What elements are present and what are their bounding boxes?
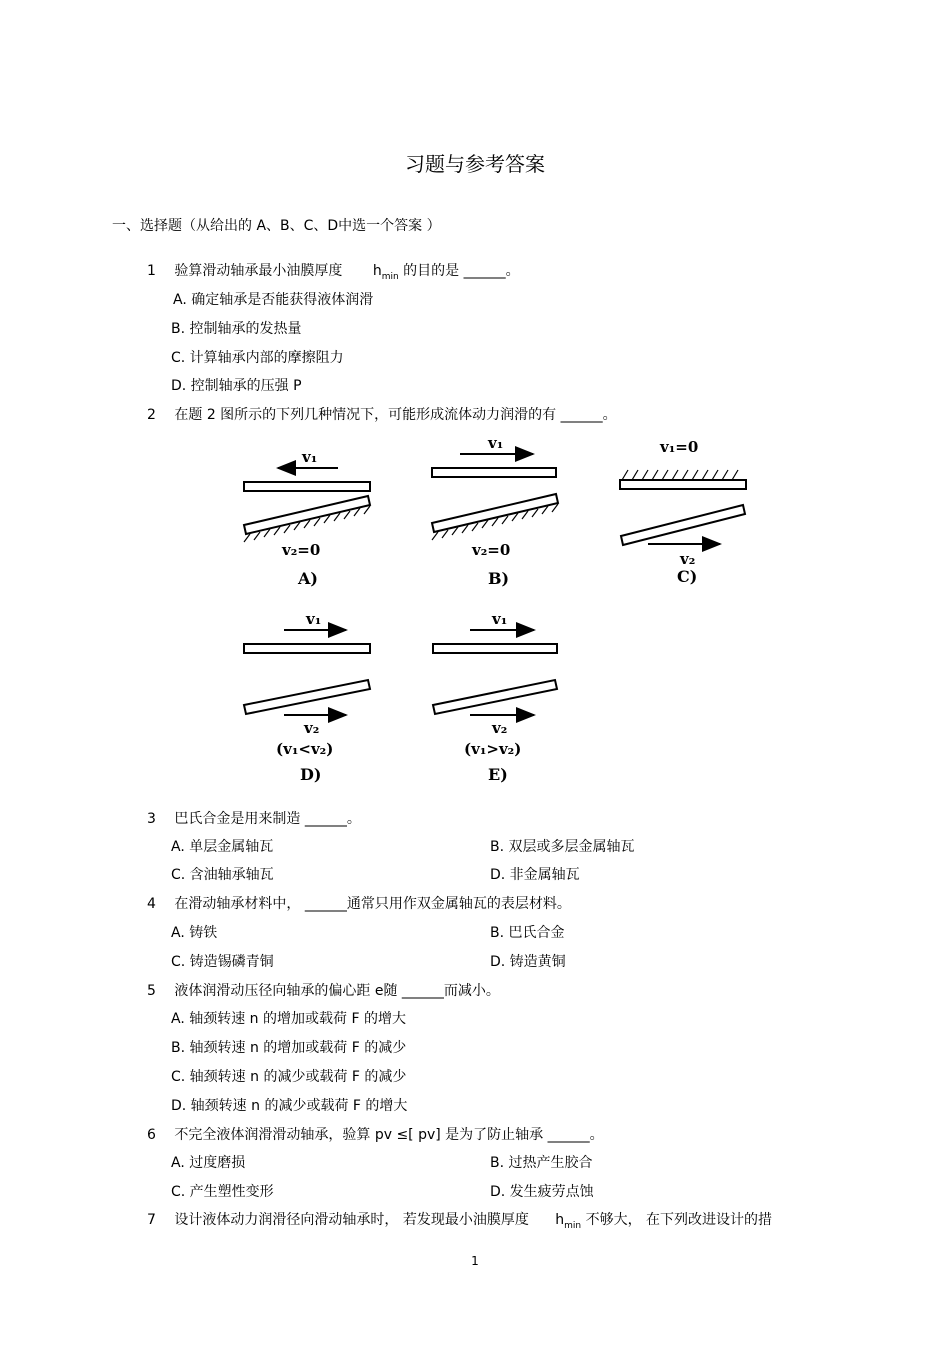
- variable-sub: min: [564, 1220, 582, 1231]
- fig-a-caption: A): [298, 569, 318, 588]
- q3-option-d: D. 非金属轴瓦: [490, 867, 580, 883]
- question-7: [147, 1213, 772, 1231]
- q1-option-b: B. 控制轴承的发热量: [171, 321, 302, 337]
- question-1: [147, 264, 520, 282]
- q5-option-b: B. 轴颈转速 n 的增加或载荷 F 的减少: [171, 1040, 407, 1056]
- fig-c-bottom-plate: [621, 505, 745, 545]
- figure-c: [620, 438, 746, 586]
- figure-e: [433, 610, 557, 784]
- q3-option-b: B. 双层或多层金属轴瓦: [490, 839, 635, 855]
- fig-a-top-label: v₁: [302, 448, 318, 466]
- variable-sub: min: [381, 271, 399, 282]
- q3-option-a: A. 单层金属轴瓦: [171, 839, 274, 855]
- question-text: 不完全液体润滑滑动轴承，验算 pv ≤[ pv] 是为了防止轴承 ______。: [174, 1127, 604, 1143]
- q1-option-a: A. 确定轴承是否能获得液体润滑: [173, 292, 374, 308]
- fig-d-top-label: v₁: [306, 610, 322, 628]
- question-number: 1: [147, 263, 156, 279]
- q6-option-d: D. 发生疲劳点蚀: [490, 1184, 594, 1200]
- question-text-tail: 的目的是 ______。: [403, 263, 520, 279]
- question-2: [147, 408, 617, 422]
- question-text-tail: 不够大， 在下列改进设计的措: [585, 1212, 773, 1228]
- question-number: 2: [147, 407, 156, 423]
- fig-d-bottom-plate: [244, 680, 370, 714]
- question-number: 7: [147, 1212, 156, 1228]
- fig-e-condition: (v₁>v₂): [464, 740, 522, 758]
- bearing-figure: [230, 430, 770, 790]
- fig-e-bottom-plate: [433, 680, 557, 714]
- q1-option-c: C. 计算轴承内部的摩擦阻力: [171, 350, 344, 366]
- q4-option-d: D. 铸造黄铜: [490, 954, 566, 970]
- fig-b-top-plate: [432, 468, 556, 477]
- q1-option-d: D. 控制轴承的压强 P: [171, 378, 302, 394]
- fig-d-top-plate: [244, 644, 370, 653]
- fig-e-caption: E): [488, 765, 508, 784]
- fig-a-top-plate: [244, 482, 370, 491]
- question-5: [147, 984, 500, 998]
- fig-b-bottom-plate: [432, 494, 558, 532]
- fig-b-caption: B): [488, 569, 510, 588]
- q6-option-b: B. 过热产生胶合: [490, 1155, 593, 1171]
- question-number: 4: [147, 896, 156, 912]
- q4-option-b: B. 巴氏合金: [490, 925, 565, 941]
- fig-d-bottom-label: v₂: [304, 719, 320, 737]
- fig-b-top-label: v₁: [488, 434, 504, 452]
- fig-b-bottom-label: v₂=0: [472, 541, 511, 559]
- question-number: 3: [147, 811, 156, 827]
- question-text: 在滑动轴承材料中， ______通常只用作双金属轴瓦的表层材料。: [174, 896, 571, 912]
- question-number: 5: [147, 983, 156, 999]
- page-number: 1: [471, 1254, 479, 1268]
- fig-d-condition: (v₁<v₂): [276, 740, 334, 758]
- section-heading: 一、选择题（从给出的 A、B、C、D中选一个答案 ）: [112, 218, 441, 234]
- q6-option-a: A. 过度磨损: [171, 1155, 246, 1171]
- question-3: [147, 812, 361, 826]
- q5-option-d: D. 轴颈转速 n 的减少或载荷 F 的增大: [171, 1098, 408, 1114]
- question-text: 巴氏合金是用来制造 ______。: [174, 811, 361, 827]
- page-title: 习题与参考答案: [405, 152, 545, 176]
- fig-e-top-label: v₁: [492, 610, 508, 628]
- figure-d: [244, 610, 370, 784]
- question-number: 6: [147, 1127, 156, 1143]
- fig-d-caption: D): [300, 765, 322, 784]
- question-text: 设计液体动力润滑径向滑动轴承时， 若发现最小油膜厚度: [174, 1212, 529, 1228]
- fig-e-bottom-label: v₂: [492, 719, 508, 737]
- question-text: 液体润滑动压径向轴承的偏心距 e随 ______而减小。: [174, 983, 500, 999]
- fig-c-top-plate: [620, 480, 746, 489]
- q4-option-c: C. 铸造锡磷青铜: [171, 954, 274, 970]
- fig-a-bottom-label: v₂=0: [282, 541, 321, 559]
- question-text: 验算滑动轴承最小油膜厚度: [174, 263, 343, 279]
- figure-b: [432, 434, 558, 588]
- fig-c-top-label: v₁=0: [660, 438, 699, 456]
- fig-e-top-plate: [433, 644, 557, 653]
- fig-c-bottom-label: v₂: [680, 550, 696, 568]
- q3-option-c: C. 含油轴承轴瓦: [171, 867, 274, 883]
- q4-option-a: A. 铸铁: [171, 925, 218, 941]
- q5-option-a: A. 轴颈转速 n 的增加或载荷 F 的增大: [171, 1011, 406, 1027]
- fig-c-caption: C): [677, 567, 698, 586]
- q6-option-c: C. 产生塑性变形: [171, 1184, 274, 1200]
- variable-h: h: [372, 263, 382, 279]
- question-text: 在题 2 图所示的下列几种情况下，可能形成流体动力润滑的有 ______。: [174, 407, 617, 423]
- fig-a-bottom-plate: [244, 496, 370, 534]
- question-4: [147, 897, 571, 911]
- q5-option-c: C. 轴颈转速 n 的减少或载荷 F 的减少: [171, 1069, 407, 1085]
- fig-c-hatch: [622, 470, 738, 480]
- question-6: [147, 1128, 604, 1142]
- figure-a: [244, 448, 370, 588]
- variable-h: h: [555, 1212, 565, 1228]
